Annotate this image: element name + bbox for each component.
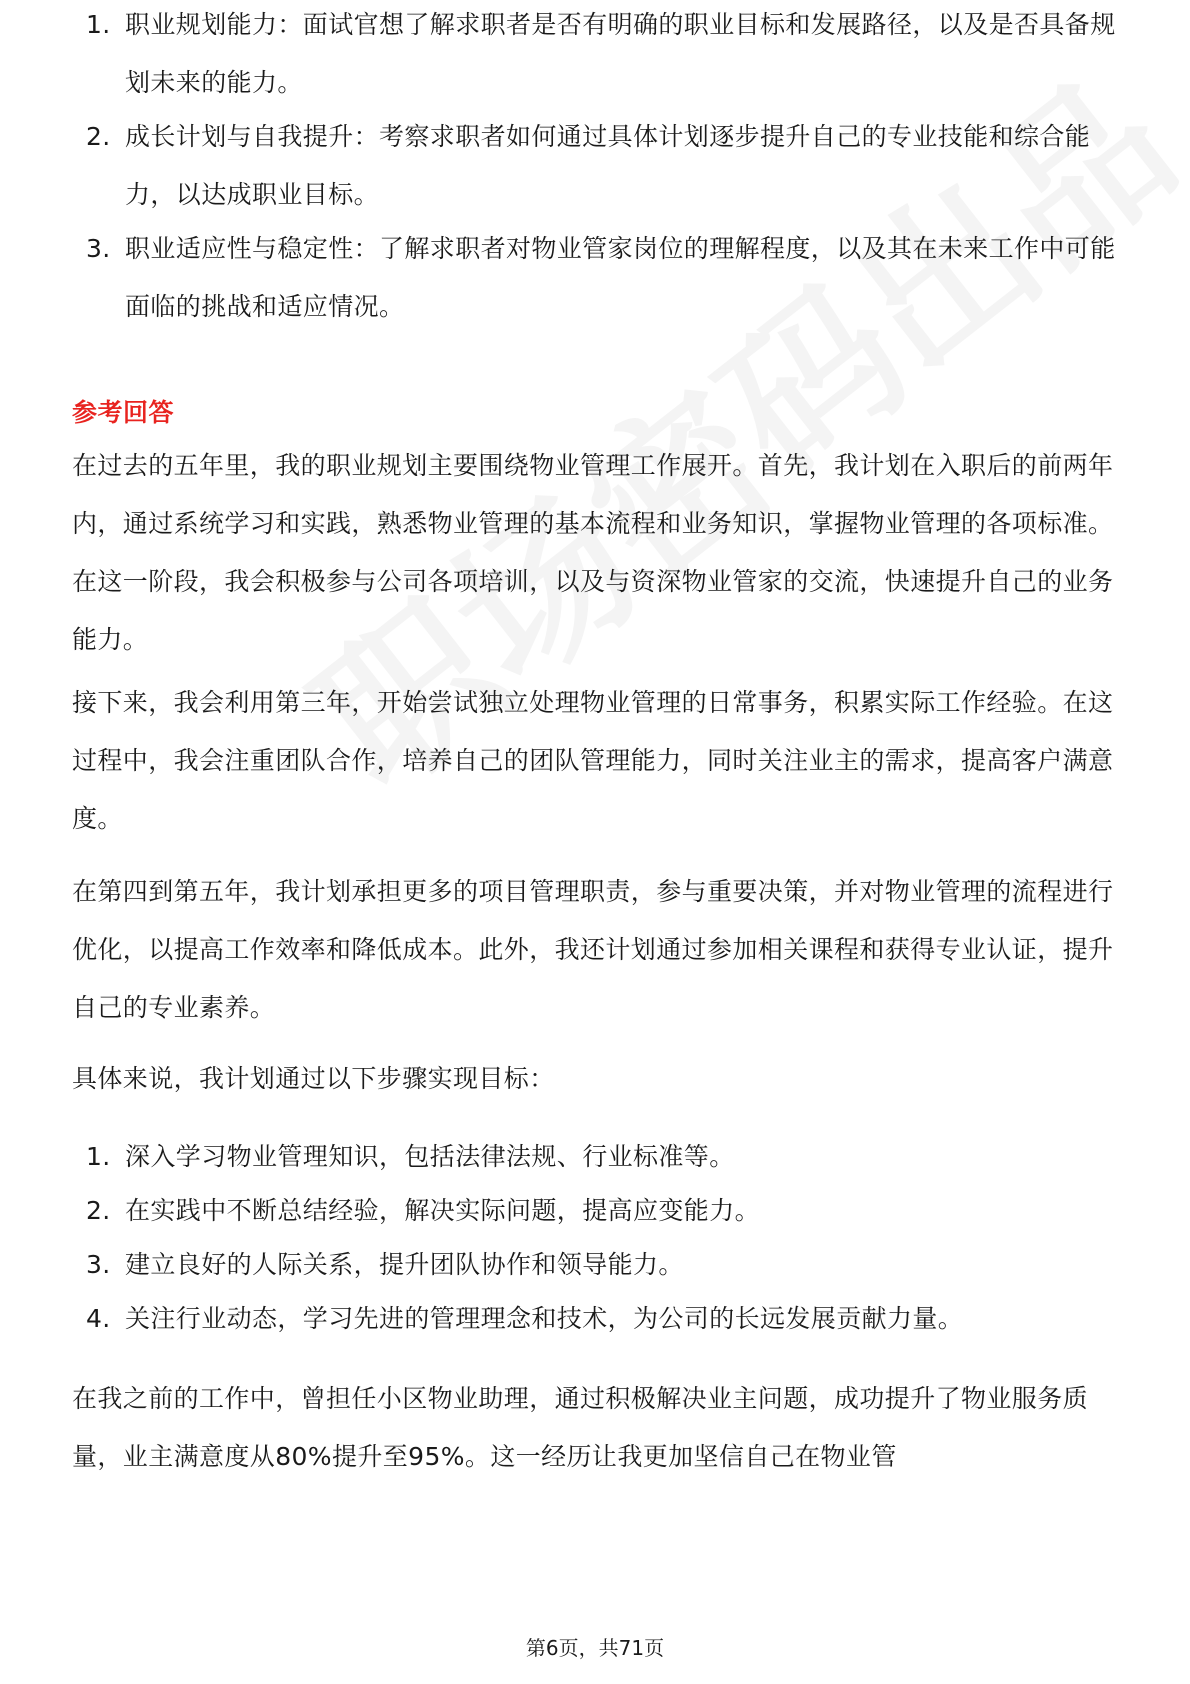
list-item: [72, 220, 1117, 336]
paragraph: 在第四到第五年，我计划承担更多的项目管理职责，参与重要决策，并对物业管理的流程进行优化，以提高工作效率和降低成本。此外，我还计划通过参加相关课程和获得专业认证，提升自己的专业素养。: [72, 877, 1114, 1022]
list-item-text: 职业规划能力：面试官想了解求职者是否有明确的职业目标和发展路径，以及是否具备规划未来的能力。: [125, 10, 1116, 97]
paragraph: 在过去的五年里，我的职业规划主要围绕物业管理工作展开。首先，我计划在入职后的前两年内，通过系统学习和实践，熟悉物业管理的基本流程和业务知识，掌握物业管理的各项标准。在这一阶段，我会积极参与公司各项培训，以及与资深物业管家的交流，快速提升自己的业务能力。: [72, 451, 1114, 654]
list-item-number: 1.: [86, 1142, 111, 1171]
list-item: [72, 0, 1117, 112]
list-item-number: 2.: [86, 1196, 111, 1225]
list-item-number: 2.: [86, 122, 111, 151]
list-item-number: 4.: [86, 1304, 111, 1333]
list-item-text: 在实践中不断总结经验，解决实际问题，提高应变能力。: [125, 1196, 761, 1225]
list-item-text: 职业适应性与稳定性：了解求职者对物业管家岗位的理解程度，以及其在未来工作中可能面临的挑战和适应情况。: [125, 234, 1116, 321]
steps-list: [72, 1130, 1117, 1346]
list-item-number: 1.: [86, 10, 111, 39]
paragraph: 接下来，我会利用第三年，开始尝试独立处理物业管理的日常事务，积累实际工作经验。在这过程中，我会注重团队合作，培养自己的团队管理能力，同时关注业主的需求，提高客户满意度。: [72, 688, 1114, 833]
paragraph: 具体来说，我计划通过以下步骤实现目标：: [72, 1064, 555, 1093]
list-item: [72, 1184, 1117, 1238]
list-item-text: 关注行业动态，学习先进的管理理念和技术，为公司的长远发展贡献力量。: [125, 1304, 964, 1333]
page-footer: 第6页，共71页: [525, 1636, 665, 1660]
list-item-number: 3.: [86, 234, 111, 263]
list-item: [72, 1238, 1117, 1292]
list-item: [72, 1130, 1117, 1184]
assessment-points-list: [72, 10, 1117, 336]
list-item: [72, 1292, 1117, 1346]
section-heading: 参考回答: [72, 398, 175, 427]
list-item-text: 建立良好的人际关系，提升团队协作和领导能力。: [125, 1250, 684, 1279]
list-item-text: 成长计划与自我提升：考察求职者如何通过具体计划逐步提升自己的专业技能和综合能力，以达成职业目标。: [125, 122, 1091, 209]
list-item: [72, 108, 1117, 224]
list-item-number: 3.: [86, 1250, 111, 1279]
paragraph: 在我之前的工作中，曾担任小区物业助理，通过积极解决业主问题，成功提升了物业服务质量，业主满意度从80%提升至95%。这一经历让我更加坚信自己在物业管: [72, 1384, 1089, 1471]
list-item-text: 深入学习物业管理知识，包括法律法规、行业标准等。: [125, 1142, 735, 1171]
